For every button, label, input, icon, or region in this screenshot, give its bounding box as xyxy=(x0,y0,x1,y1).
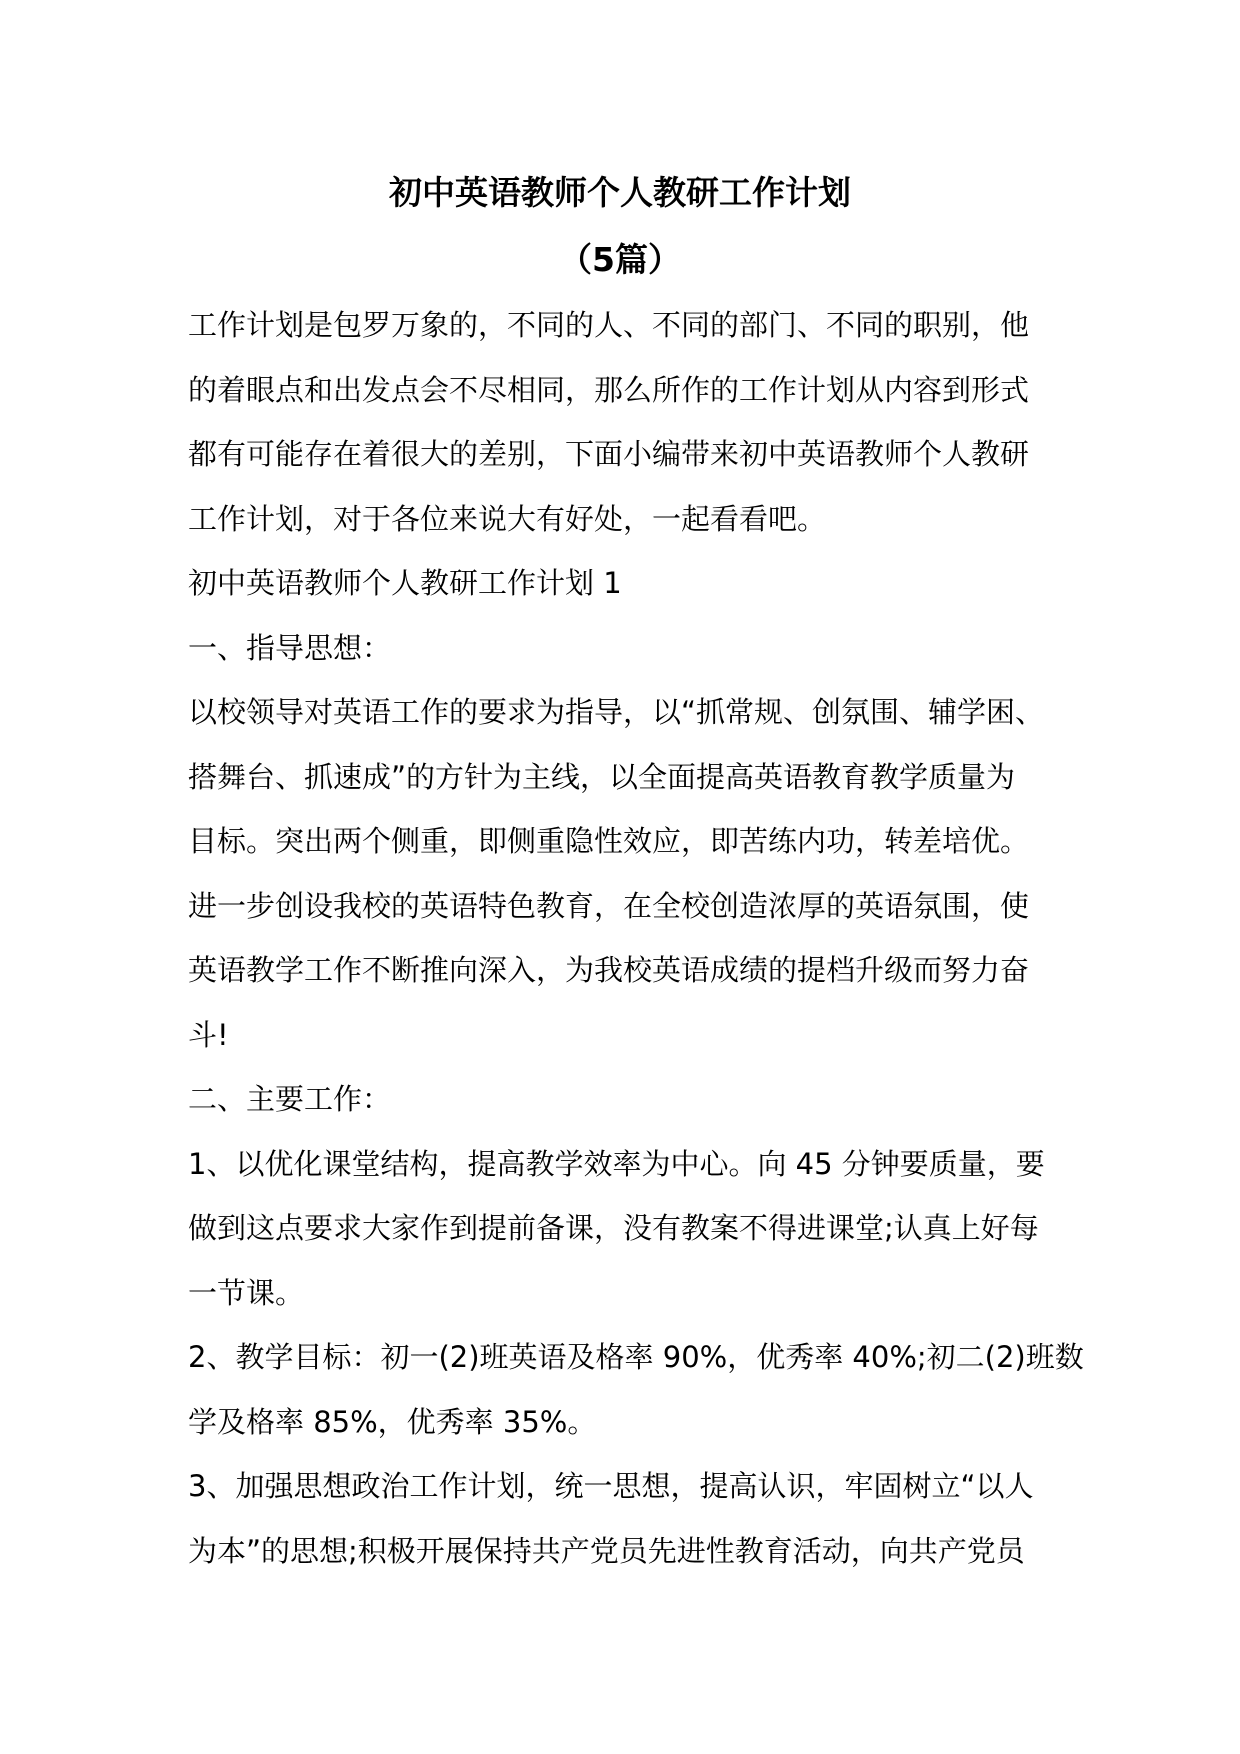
body-line: 英语教学工作不断推向深入，为我校英语成绩的提档升级而努力奋 xyxy=(188,953,1030,987)
body-line: 斗! xyxy=(188,1017,229,1052)
document-subtitle: （5篇） xyxy=(559,240,681,279)
body-line: 都有可能存在着很大的差别，下面小编带来初中英语教师个人教研 xyxy=(188,437,1030,471)
body-line: 目标。突出两个侧重，即侧重隐性效应，即苦练内功，转差培优。 xyxy=(188,824,1030,858)
subsection-heading: 二、主要工作： xyxy=(188,1082,392,1116)
list-item-line: 2、教学目标：初一(2)班英语及格率 90%，优秀率 40%;初二(2)班数 xyxy=(188,1340,1084,1374)
list-item-line: 学及格率 85%，优秀率 35%。 xyxy=(188,1404,597,1439)
body-line: 以校领导对英语工作的要求为指导，以“抓常规、创氛围、辅学困、 xyxy=(188,695,1045,729)
body-line: 进一步创设我校的英语特色教育，在全校创造浓厚的英语氛围，使 xyxy=(188,888,1030,923)
body-line: 搭舞台、抓速成”的方针为主线，以全面提高英语教育教学质量为 xyxy=(188,759,1016,794)
section-heading: 初中英语教师个人教研工作计划 1 xyxy=(188,566,622,600)
list-item-line: 3、加强思想政治工作计划，统一思想，提高认识，牢固树立“以人 xyxy=(188,1469,1034,1503)
body-line: 工作计划，对于各位来说大有好处，一起看看吧。 xyxy=(188,501,827,536)
subsection-heading: 一、指导思想： xyxy=(188,630,392,665)
list-item-line: 一节课。 xyxy=(188,1275,305,1310)
list-item-line: 1、以优化课堂结构，提高教学效率为中心。向 45 分钟要质量，要 xyxy=(188,1146,1045,1181)
document-title: 初中英语教师个人教研工作计划 xyxy=(389,173,851,212)
document-body xyxy=(188,305,1188,1595)
list-item-line: 做到这点要求大家作到提前备课，没有教案不得进课堂;认真上好每 xyxy=(188,1211,1039,1245)
body-line: 工作计划是包罗万象的，不同的人、不同的部门、不同的职别，他 xyxy=(188,308,1030,342)
list-item-line: 为本”的思想;积极开展保持共产党员先进性教育活动，向共产党员 xyxy=(188,1533,1025,1568)
body-line: 的着眼点和出发点会不尽相同，那么所作的工作计划从内容到形式 xyxy=(188,372,1030,407)
